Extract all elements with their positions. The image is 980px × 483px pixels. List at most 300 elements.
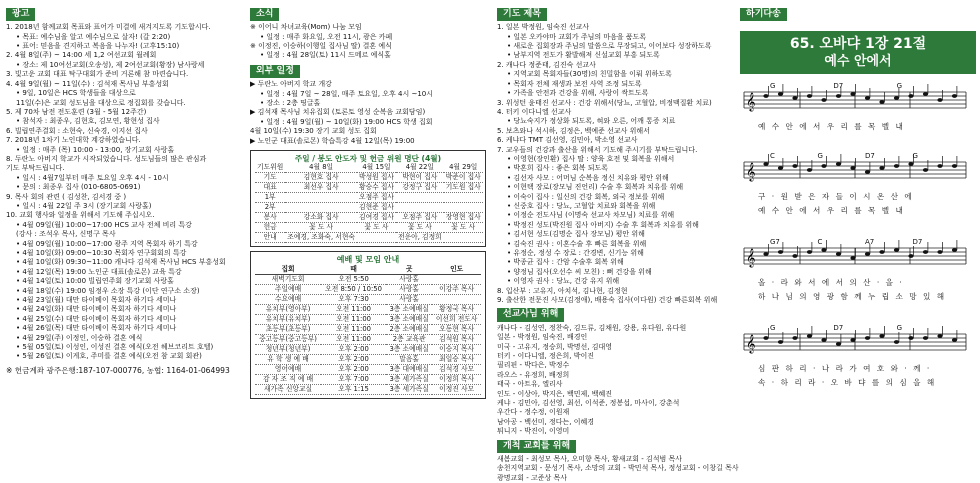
announcement-line: • 장소: 제 10여선교회(오송성), 제 2여선교회(황장) 남사랑세 <box>16 60 205 69</box>
news-line: ※ 이정진, 이승하(이행일 집사님 딸) 결혼 예식 <box>250 42 392 51</box>
table-cell: 오후 7:00 <box>321 375 386 385</box>
music-note <box>792 254 797 258</box>
worship-table-row <box>255 305 481 315</box>
announcements-heading: 광고 <box>6 8 35 21</box>
table-cell: 꽃 도 사 <box>357 223 396 233</box>
table-cell: 오동현 목사 <box>432 325 481 335</box>
table-cell: 김현준 집사 <box>359 203 394 212</box>
announcement-line: • 5월 05일(토) 이성인, 이성진 결혼 예식(오전 헤브코리트 호텔) <box>16 343 214 352</box>
missionary-line: 케냐 - 김민아, 김선영, 최선, 이석준, 정봉섭, 마사이, 강춘석 <box>497 398 680 407</box>
chord-label: C <box>770 152 775 161</box>
offering-table-row <box>255 233 483 243</box>
prayer-column <box>497 8 739 483</box>
table-cell: 안내 <box>255 233 285 243</box>
announcement-line: • 문의 : 최종우 집사 (010-6805-0691) <box>16 183 141 192</box>
prayer-line: • 신중호 집사 : 당뇨, 고혈압 치료와 회복을 위해 <box>507 201 656 210</box>
hymn-heading: 하기다송 <box>740 8 787 21</box>
chord-label: G <box>770 82 776 91</box>
worship-table-header <box>255 265 481 275</box>
chord-label: G <box>912 152 918 161</box>
music-note <box>836 342 841 346</box>
chord-label: D7 <box>865 152 875 161</box>
prayer-line: • 유정순, 정성 수 장로 : 간경변, 신기능 위해 <box>507 249 644 257</box>
music-note <box>879 334 884 338</box>
announcement-line: (강사 : 조석우 목사, 신명구 목사 <box>16 230 116 239</box>
announcement-line: 기도 부탁드립니다. <box>6 164 65 173</box>
worship-table-row <box>255 355 481 365</box>
music-note <box>894 96 899 100</box>
table-cell: 장영현 집사 <box>445 213 481 222</box>
lyric-line: 구 · 원 받 은 자 들 이 시 온 산 에 <box>758 192 914 202</box>
music-note <box>807 250 812 254</box>
table-cell: 감 자 조 직 예 배 <box>255 375 321 385</box>
music-note <box>937 98 942 102</box>
table-cell: 이정희 목사 <box>432 375 481 385</box>
prayer-line: • 양정님 집사(오선수 씨 모친) : 뼈 건강을 위해 <box>507 267 652 276</box>
bank-account-info: ※ 헌금계좌 광주은행:187-107-000776, 농협: 1164-01-064993 <box>6 365 230 375</box>
table-cell: 3층 소예배실 <box>386 315 432 325</box>
prayer-line: • 가족을 안전과 건강을 위해, 사랑이 싹트도록 <box>507 89 649 98</box>
announcement-line: • 4월 26일(목) 대만 타이베이 목회자 하기다 세미나 <box>16 324 177 333</box>
table-cell: 이승지 목사 <box>432 345 481 355</box>
table-cell <box>444 203 483 213</box>
offering-table-row <box>255 173 483 183</box>
outside-schedule-line: • 장소 : 2층 띵글홀 <box>260 98 321 107</box>
table-cell: 오전 11:00 <box>321 305 386 315</box>
announcement-line: • 5월 26일(토) 이게호, 주미를 결혼 예식(오전 참 교회 회관) <box>16 352 202 361</box>
music-note <box>821 338 826 342</box>
music-note <box>908 254 913 258</box>
worship-guide-box <box>250 251 486 399</box>
chord-label: G <box>770 324 776 333</box>
music-note <box>894 164 899 168</box>
table-cell <box>396 193 444 203</box>
music-note <box>865 96 870 100</box>
music-note <box>879 166 884 170</box>
prayer-line: • 목회자 전체 재생과 보전 사역 조정 되도록 <box>507 79 642 88</box>
table-cell: 오점주 집사 <box>396 213 444 223</box>
prayer-line: 3. 위성턴 윤태진 선교사 : 건강 위해서(당뇨, 고혈압, 비정맥질환 치료) <box>497 98 712 107</box>
worship-table-row <box>255 295 481 305</box>
music-note <box>937 250 942 254</box>
music-note <box>807 334 812 338</box>
table-cell: 오후 1:15 <box>321 385 386 395</box>
music-note <box>937 164 942 168</box>
prayer-line: • 박혼희 집사 : 좋은 회복 되도록 <box>507 164 608 173</box>
table-cell: 3층 세가족실 <box>386 385 432 395</box>
prayer-line: • 김선자 사모 : 어머님 순복음 정신 치유와 평안 위해 <box>507 173 669 182</box>
prayer-line: 1. 일본 박정원, 임숙진 선교사 <box>497 23 590 32</box>
missionary-line: 인도 - 이상아, 박지은, 백민제, 백혜진 <box>497 389 612 398</box>
lyric-line: 올 · 라 와 서 에 서 의 산 · 을 · <box>758 278 904 288</box>
missionary-line: 남아공 - 백선미, 정다는, 이혜경 <box>497 417 595 426</box>
table-cell: 사랑홀 <box>386 275 432 285</box>
offering-table-row <box>255 183 483 193</box>
church-planting-heading: 개척 교회를 위해 <box>497 440 576 453</box>
table-header-cell: 4월 29일 <box>444 163 483 173</box>
table-cell: 수요예배 <box>255 295 321 305</box>
table-header-cell: 4월 22일 <box>396 163 444 173</box>
table-cell: 기도 <box>255 173 285 183</box>
table-cell <box>432 275 481 285</box>
prayer-line: 6. 케냐다 TMT 김선영, 김민아, 박소영 선교사 <box>497 136 638 145</box>
chord-label: G <box>817 152 823 161</box>
lyric-line: 예 수 안 에 서 우 리 를 목 벨 내 <box>758 206 905 216</box>
news-line: • 일정 : 매주 화요일, 오전 11시, 광은 카페 <box>260 32 393 41</box>
table-cell: 오전 5:50 <box>321 275 386 285</box>
music-note <box>865 336 870 340</box>
announcement-line: • 4월 14일(토) 10:00 빌립연주회 장기교회 사랑홀 <box>16 277 174 286</box>
table-cell: 2부 <box>255 203 285 213</box>
prayer-line: • 이숙이 집사 : 일신의 건강 회복, 외국 정보를 위해 <box>507 192 665 201</box>
table-cell <box>444 233 483 243</box>
prayer-line: • 지역교회 목회자들(30명)의 친밀함을 이뤄 위하도록 <box>507 70 672 79</box>
worship-table-row <box>255 375 481 385</box>
news-heading: 소식 <box>250 8 279 21</box>
worship-table-row <box>255 285 481 295</box>
music-note <box>778 166 783 170</box>
music-note <box>952 164 957 168</box>
music-note <box>850 256 855 260</box>
missionary-line: 캐나다 - 김성연, 정찬숙, 김드류, 김채원, 강용, 유다원, 유다원 <box>497 323 687 332</box>
table-cell: 초등부(초등부) <box>255 325 321 335</box>
worship-table-row <box>255 325 481 335</box>
music-note <box>850 92 855 96</box>
announcement-line: • 4월 10일(화) 09:30~11:00 캐나다 김석재 목사님 HCS 부흥성회 <box>16 258 226 267</box>
lyric-line: 예 수 안 에 서 우 리 를 목 벨 내 <box>758 122 905 132</box>
announcement-line: • 목표: 예수님을 알고 예수님으로 살자! (갈 2:20) <box>16 32 171 41</box>
music-note <box>952 94 957 98</box>
music-note <box>836 162 841 166</box>
announcement-line: • 일정 : 매주 (목) 10:00 - 13:00, 장기교회 사랑홀 <box>16 145 175 154</box>
table-cell: 2층 교육관 <box>386 335 432 345</box>
song-title-block <box>740 31 976 74</box>
table-header-cell: 집회 <box>255 265 321 275</box>
table-header-cell: 곳 <box>386 265 432 275</box>
table-cell: 꽃 도 사 <box>444 223 483 233</box>
table-cell: 박성원 집사 <box>359 173 394 182</box>
music-note <box>937 334 942 338</box>
table-cell: 3층 소예배실 <box>386 345 432 355</box>
prayer-line: • 박종균 집사 : 간암 수술후 회복 위해 <box>507 258 624 267</box>
music-note <box>821 164 826 168</box>
prayer-line: • 박정진 성도(박진원 집사 아버지) 수술 후 회복과 치유를 위해 <box>507 220 699 229</box>
chord-label: D7 <box>833 82 844 91</box>
treble-clef-icon: 𝄞 <box>746 334 756 354</box>
table-header-cell: 인도 <box>432 265 481 275</box>
music-system <box>740 82 976 144</box>
table-cell: 새벽기도회 <box>255 275 321 285</box>
music-note <box>908 94 913 98</box>
table-cell <box>285 193 357 203</box>
missionary-line: 라오스 - 유정희, 배정희 <box>497 370 570 379</box>
table-cell: 이선희 전도사 <box>432 315 481 325</box>
table-cell: 오전 11:00 <box>321 325 386 335</box>
table-cell: 오후 2:00 <box>321 355 386 365</box>
church-planting-list <box>497 454 739 483</box>
news-column <box>250 8 486 399</box>
news-line: • 일정 : 4월 28일(토) 11시 드메르 예식홀 <box>260 51 391 60</box>
announcement-line: • 4월 23일(월) 대만 타이베이 목회자 하기다 세미나 <box>16 296 177 305</box>
chord-label: C <box>817 238 823 247</box>
table-cell: 꽃 도 사 <box>285 223 357 233</box>
music-system <box>740 152 976 230</box>
outside-schedule-heading: 외부 일정 <box>250 65 300 78</box>
table-cell: 오후 7:30 <box>321 295 386 305</box>
offering-committee-box <box>250 150 486 247</box>
announcement-line: • 9일, 10일은 HCS 학생들을 대상으로 <box>16 89 136 98</box>
song-subtitle: 예수 안에서 <box>824 54 892 70</box>
table-cell: 말음홀 <box>386 355 432 365</box>
table-cell: 오전 8:50 / 10:50 <box>321 285 386 295</box>
prayer-line: • 이영현(장인환) 집사 딸 : 양육 호전 및 회복을 위해서 <box>507 154 675 163</box>
treble-clef-icon: 𝄞 <box>746 248 756 268</box>
missionary-line: 필리핀 - 박다은, 박정수 <box>497 361 570 370</box>
announcement-line: 3. 빛고운 교회 대표 탁구대회가 준비 거론해 참 마련습니다. <box>6 70 189 79</box>
announcement-line: 1. 2018년 함께교회 목표와 표어가 미결에 새겨지도록 기도합시다. <box>6 23 211 32</box>
music-note <box>763 252 768 256</box>
music-note <box>923 92 928 96</box>
worship-guide-title: 예배 및 모임 안내 <box>336 255 400 265</box>
table-cell <box>285 203 357 213</box>
table-cell: 전운아, 김정희 <box>398 233 442 242</box>
table-cell: 유치부(유치부) <box>255 315 321 325</box>
music-note <box>850 338 855 342</box>
church-line: 새봄교회 - 최성모 목사, 오미향 목사, 황새교회 - 김석범 목사 <box>497 454 683 463</box>
announcement-line: • 4월 10일(화) 09:00~10:30 목회자 연구회회의 특강 <box>16 249 187 257</box>
lyric-line: 속 · 하 리 라 · 오 바 댜 를 의 심 을 해 <box>758 378 937 388</box>
announcement-line: • 4월 12일(목) 19:00 노인군 대표(솔로몬) 교육 특강 <box>16 267 182 276</box>
music-note <box>908 336 913 340</box>
prayer-line: • 김서현 성도(김명순 집사 장모님) 평안 위해 <box>507 230 645 239</box>
prayer-line: 9. 출산한 전문진 사모(김정애), 배용숙 집사(이다원) 건강 빠른회복 위해 <box>497 296 718 305</box>
worship-table-row <box>255 365 481 375</box>
offering-table-row <box>255 223 483 233</box>
chord-label: G <box>896 324 903 333</box>
offering-committee-title: 주일 / 봉도 안도자 및 헌금 위원 명단 (4월) <box>294 153 442 163</box>
hymn-column <box>740 8 976 402</box>
church-line: 광명교회 - 고준상 목사 <box>497 473 568 482</box>
worship-guide-table <box>255 265 481 395</box>
worship-table-row <box>255 335 481 345</box>
announcement-line: • 표어: 믿음을 견지하고 복음을 나누자! (고후15:10) <box>16 42 180 51</box>
table-cell: 봉사 <box>255 213 285 223</box>
prayer-line: • 남부지역 전도가 활발해져 신설교회 부흥 되도록 <box>507 51 660 60</box>
music-note <box>778 340 783 344</box>
table-header-cell: 기도위원 <box>257 163 284 172</box>
offering-table-row <box>255 193 483 203</box>
table-cell: 김석원 목사 <box>432 335 481 345</box>
news-line: ※ 이어니 차녀교육(Mom) 나눔 모임 <box>250 23 362 32</box>
announcement-line: • 참석자 : 최종우, 김현호, 김모연, 황현성 집사 <box>16 117 160 126</box>
worship-table-row <box>255 345 481 355</box>
table-cell: 2층 소예배실 <box>386 325 432 335</box>
prayer-line: 7. 교우들의 건강과 출산을 위해서 기도해 주시기를 부탁드립니다. <box>497 145 698 154</box>
prayer-line: 2. 캐나다 정준태, 김진숙 선교사 <box>497 60 596 69</box>
missionary-line: 일본 - 박정원, 임숙진, 배경인 <box>497 333 588 342</box>
outside-schedule-line: • 일정 : 4월 9일(월) ~ 10일(화) 19:00 HCS 학생 집회 <box>260 117 433 126</box>
music-note <box>836 94 841 98</box>
music-note <box>879 250 884 254</box>
music-system <box>740 238 976 316</box>
table-cell: 김석경 사모 <box>432 365 481 375</box>
announcement-line: • 4월 24일(화) 대만 타이베이 목회자 하기다 세미나 <box>16 305 177 314</box>
music-note <box>763 94 768 98</box>
table-cell: 박준이 집사 <box>445 173 481 182</box>
table-cell <box>444 193 483 203</box>
table-header-cell: 4월 15일 <box>357 163 396 173</box>
table-cell <box>396 203 444 213</box>
missionary-line: 미국 - 고유지, 정승희, 박명선, 김대영 <box>497 342 612 351</box>
announcement-line: 11일(수)은 교회 성도님을 대상으로 정집회를 갖습니다. <box>16 98 186 107</box>
table-cell <box>432 295 481 305</box>
prayer-line: • 새로운 집회장과 주님의 말씀으로 무장되고, 이어보다 성장하도록 <box>507 42 712 51</box>
table-cell: 이강주 목사 <box>432 285 481 295</box>
outside-schedule-line: ▶ 두란노 아버지 학교 개강 <box>250 80 332 89</box>
table-cell: 새가족 신앙교실 <box>255 385 321 395</box>
missionary-line: 튀니지 - 박진이, 이영미 <box>497 427 570 436</box>
chord-label: D7 <box>833 324 844 333</box>
announcement-line: 7. 2018년 1차기 노인대학 계강하였습니다. <box>6 136 141 145</box>
announcement-line: 4. 4월 9일(월) ~ 11일(수) : 김석재 목사님 부흥성회 <box>6 79 169 88</box>
music-note <box>821 248 826 252</box>
music-note <box>792 336 797 340</box>
table-cell: 유 학 생 예 배 <box>255 355 321 365</box>
table-cell: 김여경 집사 <box>359 213 394 222</box>
prayer-line: 5. 보츠와나 석시하, 김정은, 백예준 선교사 위해서 <box>497 126 650 135</box>
music-note <box>763 336 768 340</box>
offering-committee-table <box>255 163 483 243</box>
announcement-line: • 4월 29일(주) 이정인, 이승하 결혼 예식 <box>16 333 143 342</box>
outside-schedule-list <box>250 80 486 146</box>
prayer-line: • 이현택 장로(장모님 진언리) 수술 후 회복과 치유를 위해 <box>507 183 684 192</box>
chord-label: A7 <box>865 238 875 247</box>
missionaries-heading: 선교사님 위해 <box>497 308 564 321</box>
table-cell: 최선우 집사 <box>285 183 357 193</box>
table-header-cell: 때 <box>321 265 386 275</box>
music-note <box>807 168 812 172</box>
table-cell <box>357 233 396 243</box>
table-cell: 3층 대예배실 <box>386 365 432 375</box>
table-cell: 대표 <box>255 183 285 193</box>
table-cell: 이정진 사모 <box>432 385 481 395</box>
chord-label: G7 <box>770 238 780 247</box>
music-note <box>821 98 826 102</box>
chord-label: G <box>896 82 903 91</box>
table-cell: 청년부(청년부) <box>255 345 321 355</box>
worship-table-row <box>255 315 481 325</box>
announcement-line: • 4월 18일(수) 19:00 임정우 소장 특강 (이단 연구소 소장) <box>16 286 200 295</box>
table-cell: 황정국 목사 <box>432 305 481 315</box>
table-cell: 강소화 집사 <box>285 213 357 223</box>
table-cell: 황승수 집사 <box>359 183 394 192</box>
table-cell: 사랑홀 <box>386 285 432 295</box>
music-note <box>865 252 870 256</box>
table-cell: 오점주 집사 <box>359 193 394 202</box>
chord-label: D7 <box>912 238 923 247</box>
music-note <box>807 94 812 98</box>
prayer-line: • 당뇨숙지가 정상화 되도록, 혀와 오른, 어깨 통증 치료 <box>507 117 676 126</box>
announcement-line: • 일시 : 4월 22일 주 3시 (장기교회 사랑홀) <box>16 201 152 210</box>
announcement-line: 6. 빌립연주결회 : 소현숙, 신숙경, 이지선 집사 <box>6 126 148 135</box>
table-cell: 오후 2:00 <box>321 345 386 355</box>
music-note <box>792 164 797 168</box>
offering-table-row <box>255 203 483 213</box>
outside-schedule-line: ▶ 노인군 대표(솔로몬) 학습특강 4월 12일(목) 19:00 <box>250 136 415 145</box>
music-note <box>894 248 899 252</box>
music-note <box>836 252 841 256</box>
announcement-line: • 일시 : 4월7일부터 매주 토요일 오후 4시 - 10시 <box>16 173 169 182</box>
sheet-music <box>740 82 976 402</box>
treble-clef-icon: 𝄞 <box>746 162 756 182</box>
missionary-line: 우간다 - 정수정, 이원재 <box>497 408 570 417</box>
announcement-line: 10. 교회 행사와 일정을 위해서 기도해 주십시오. <box>6 211 155 220</box>
treble-clef-icon: 𝄞 <box>746 92 756 112</box>
prayer-line: • 김숙진 권사 : 이혼수술 후 빠른 회복을 위해 <box>507 239 647 248</box>
prayer-line: • 이정순 전도사님 (이명숙 선교사 차모님) 치료를 위해 <box>507 211 675 220</box>
worship-table-row <box>255 385 481 395</box>
table-cell: 오전 11:00 <box>321 335 386 345</box>
announcement-line: 5. 제 70차 남전 전도훈련 (3월 - 5월 12주간) <box>6 107 147 116</box>
outside-schedule-line: ▶ 김석재 목사님 치유집회 (토론토 영성 순복음 교회담임) <box>250 108 426 117</box>
music-note <box>792 96 797 100</box>
announcement-line: 9. 목사 회의 관련 ( 김성찬, 김서경 중 ) <box>6 192 127 201</box>
table-cell: 박현이 집사 <box>396 173 444 183</box>
announcement-line: • 4월 09일(월) 10:00~17:00 HCS 교사 전체 비리 특강 <box>16 220 192 229</box>
prayer-line: • 이영자 권사 : 당뇨, 건강 유지 위해 <box>507 277 620 286</box>
announcement-line: • 4월 09일(월) 10:00~17:00 광주 지역 목회자 하기 특강 <box>16 239 198 248</box>
table-header-cell: 4월 8일 <box>285 163 357 173</box>
prayer-line: 8. 입산부 : 고유지, 아치석, 김나현, 김정현 <box>497 286 628 295</box>
music-note <box>952 248 957 252</box>
table-cell: 헌금 <box>255 223 285 233</box>
table-cell: 강정구 집사 <box>396 183 444 193</box>
table-cell: 기도원 집사 <box>445 183 481 192</box>
music-note <box>778 92 783 96</box>
music-system <box>740 324 976 402</box>
announcement-line: 2. 4월 8일(주) ~ 14:00 세 1,2 여선교회 월례회 <box>6 51 157 60</box>
offering-table-row <box>255 213 483 223</box>
music-note <box>923 336 928 340</box>
table-cell: 오후 2:00 <box>321 365 386 375</box>
missionaries-list <box>497 324 733 437</box>
music-note <box>778 250 783 254</box>
table-cell: 3층 세가족실 <box>386 375 432 385</box>
table-cell: 조예경, 조화숙, 서현숙 <box>287 233 355 242</box>
table-cell: 1부 <box>255 193 285 203</box>
announcement-line: • 4월 25일(수) 대만 타이베이 목회자 하기다 세미나 <box>16 314 177 323</box>
table-cell: 최일승 목사 <box>432 355 481 365</box>
music-note <box>865 170 870 174</box>
prayer-line: • 일본 오카야마 교회가 주님의 마음을 품도록 <box>507 32 647 41</box>
prayer-heading: 기도 제목 <box>497 8 547 21</box>
missionary-line: 터키 - 이다니엘, 정은희, 박이진 <box>497 351 595 360</box>
song-title: 65. 오바댜 1장 21절 <box>789 36 927 53</box>
table-cell: 오전 11:00 <box>321 315 386 325</box>
lyric-line: 심 판 하 리 · 나 라 가 여 호 와 · 께 · <box>758 364 932 374</box>
table-cell: 유치부(영아부) <box>255 305 321 315</box>
missionary-line: 태국 - 아트유, 엘리사 <box>497 380 563 389</box>
church-line: 송천지역교회 - 문성기 목사, 소망의 교회 - 박민석 목사, 정성교회 - 이창길 목사 <box>497 464 739 473</box>
table-cell: 김현호 집사 <box>285 173 357 183</box>
music-note <box>908 162 913 166</box>
table-cell: 주일예배 <box>255 285 321 295</box>
prayer-list <box>497 23 733 305</box>
music-note <box>952 338 957 342</box>
offering-table-header <box>255 163 483 173</box>
announcements-column <box>6 8 242 376</box>
announcements-list <box>6 23 242 362</box>
